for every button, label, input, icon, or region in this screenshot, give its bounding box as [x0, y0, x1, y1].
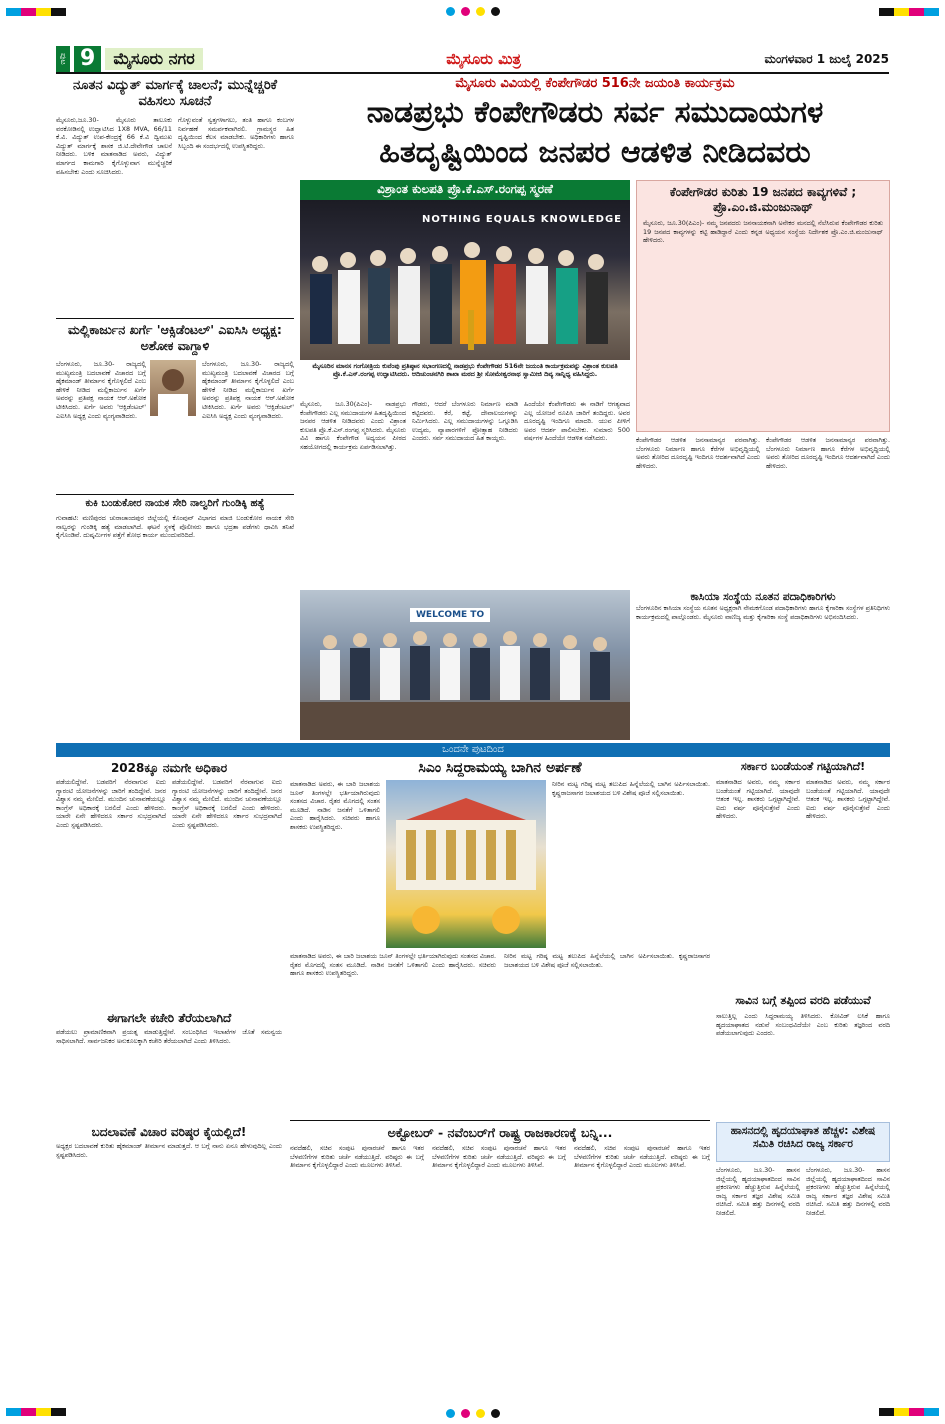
- color-bar-top-right: [879, 8, 939, 16]
- divider: [56, 318, 294, 319]
- side-story-box: [636, 180, 890, 432]
- registration-marks-bottom: [0, 1406, 945, 1420]
- c4-body-right: ನೀರಿನ ಮಟ್ಟ ಗರಿಷ್ಠ ಮಟ್ಟ ತಲುಪಿದ ಹಿನ್ನೆಲೆಯಲ್ಲಿ ಬಾಗಿನ ಅರ್ಪಿಸಲಾಯಿತು. ಕೃಷ್ಣರಾಜಸಾಗರ ಜಲಾಶಯದ ಬಳಿ ವಿಶೇಷ ಪೂಜೆ ಸಲ್ಲಿಸಲಾಯಿತು.: [552, 780, 710, 797]
- lead-body-col1: ಮೈಸೂರು, ಜೂ.30(ಪಿಎಂ)- ನಾಡಪ್ರಭು ಕೆಂಪೇಗೌಡರು ಎಲ್ಲ ಸಮುದಾಯಗಳ ಹಿತದೃಷ್ಟಿಯಿಂದ ಜನಪರ ಆಡಳಿತ ನೀಡಿದವರು ಎಂದು ವಿಶ್ರಾಂತ ಕುಲಪತಿ ಪ್ರೊ.ಕೆ.ಎಸ್.ರಂಗಪ್ಪ ಸ್ಮರಿಸಿದರು. ಮೈಸೂರು ವಿವಿ ಹಾಗೂ ಕೆಂಪೇಗೌಡ ಅಧ್ಯಯನ ಪೀಠದ ಸಹಯೋಗದಲ್ಲಿ ಕಾರ್ಯಕ್ರಮ ಏರ್ಪಡಿಸಲಾಗಿತ್ತು.: [300, 400, 406, 451]
- crowd-illustration: [300, 200, 630, 360]
- side-story-body: ಮೈಸೂರು, ಜೂ.30(ಪಿಎಂ)- ನಮ್ಮ ಜನಪದರು ಜನನಾಯಕನಾಗಿ ಅನೇಕರ ಮನದಲ್ಲಿ ನೆಲೆಸಿರುವ ಕೆಂಪೇಗೌಡರ ಕುರಿತು 19 ಜನಪದ ಕಾವ್ಯಗಳನ್ನು ಕಟ್ಟಿ ಹಾಡಿದ್ದಾರೆ ಎಂದು ಕನ್ನಡ ಅಧ್ಯಯನ ಸಂಸ್ಥೆಯ ನಿರ್ದೇಶಕ ಪ್ರೊ.ಎಂ.ಜಿ.ಮಂಜುನಾಥ್ ಹೇಳಿದರು.: [643, 219, 883, 245]
- story-body: ಬೆಂಗಳೂರು, ಜೂ.30- ರಾಜ್ಯದಲ್ಲಿ ಮುಖ್ಯಮಂತ್ರಿ ಬದಲಾವಣೆ ವಿಚಾರದ ಬಗ್ಗೆ ಹೈಕಮಾಂಡ್ ತೀರ್ಮಾನ ಕೈಗೊಳ್ಳಲಿದೆ ಎಂಬ ಹೇಳಿಕೆ ನೀಡಿದ ಮಲ್ಲಿಕಾರ್ಜುನ ಖರ್ಗೆ ಅವರನ್ನು ಪ್ರತಿಪಕ್ಷ ನಾಯಕ ಆರ್.ಅಶೋಕ ಟೀಕಿಸಿದರು. ಖರ್ಗೆ ಅವರು 'ಆಕ್ಸಿಡೆಂಟಲ್' ಎಐಸಿಸಿ ಅಧ್ಯಕ್ಷ ಎಂದು ವ್ಯಂಗ್ಯವಾಡಿದರು.: [56, 360, 146, 420]
- color-bar-top-left: [6, 8, 66, 16]
- lead-photo-caption: ಮೈಸೂರಿನ ಮಾನಸ ಗಂಗೋತ್ರಿಯ ಕುವೆಂಪು ಪ್ರತಿಷ್ಠಾನ ಸಭಾಂಗಣದಲ್ಲಿ ನಾಡಪ್ರಭು ಕೆಂಪೇಗೌಡರ 516ನೇ ಜಯಂತಿ ಕಾರ್ಯಕ್ರಮವನ್ನು ವಿಶ್ರಾಂತ ಕುಲಪತಿ ಪ್ರೊ.ಕೆ.ಎಸ್.ರಂಗಪ್ಪ ಉದ್ಘಾಟಿಸಿದರು. ಆದಿಚುಂಚನಗಿರಿ ಶಾಖಾ ಮಠದ ಶ್ರೀ ಸೋಮೇಶ್ವರನಾಥ ಸ್ವಾಮೀಜಿ ದಿವ್ಯ ಸಾನ್ನಿಧ್ಯ ವಹಿಸಿದ್ದರು.: [312, 362, 618, 379]
- c5-body-col2: ನವದೆಹಲಿ, ಸಚಿವ ಸಂಪುಟ ಪುನಾರಚನೆ ಹಾಗೂ ಇತರ ಬೆಳವಣಿಗೆಗಳ ಕುರಿತು ಚರ್ಚೆ ನಡೆಯುತ್ತಿದೆ. ವರಿಷ್ಠರು ಈ ಬಗ್ಗೆ ತೀರ್ಮಾನ ಕೈಗೊಳ್ಳಲಿದ್ದಾರೆ ಎಂದು ಮೂಲಗಳು ತಿಳಿಸಿವೆ.: [432, 1144, 566, 1170]
- page-number: 9: [74, 46, 101, 72]
- black-dot: [491, 7, 500, 16]
- issue-date: ಮಂಗಳವಾರ 1 ಜುಲೈ 2025: [764, 51, 889, 66]
- side-story-continued: ಕೆಂಪೇಗೌಡರ ಆಡಳಿತ ಜನಸಾಮಾನ್ಯರ ಪರವಾಗಿತ್ತು. ಬೆಂಗಳೂರು ನಿರ್ಮಾಣ ಹಾಗೂ ಕೆರೆಗಳ ಅಭಿವೃದ್ಧಿಯಲ್ಲಿ ಅವರು ತೋರಿದ ದೂರದೃಷ್ಟಿ ಇಂದಿಗೂ ಆದರ್ಶವಾಗಿದೆ ಎಂದು ಹೇಳಿದರು.: [636, 436, 760, 470]
- divider: [56, 494, 294, 495]
- lead-event-photo: [300, 200, 630, 360]
- c1-body-continued: ಪಡೆಯಲಿದ್ದೇವೆ. ಬಡವರಿಗೆ ನೆರವಾಗುವ ಐದು ಗ್ಯಾರಂಟಿ ಯೋಜನೆಗಳನ್ನು ಜಾರಿಗೆ ತಂದಿದ್ದೇವೆ. ಜನರ ವಿಶ್ವಾಸ ನಮ್ಮ ಮೇಲಿದೆ. ಮುಂದಿನ ಚುನಾವಣೆಯಲ್ಲೂ ಕಾಂಗ್ರೆಸ್ ಅಧಿಕಾರಕ್ಕೆ ಬರಲಿದೆ ಎಂದು ಹೇಳಿದರು. ಯಾರೇ ಏನೇ ಹೇಳಿದರೂ ಸರ್ಕಾರ ಸುಭದ್ರವಾಗಿದೆ ಎಂದು ಸ್ಪಷ್ಟಪಡಿಸಿದರು.: [172, 778, 282, 829]
- newspaper-name: ಮೈಸೂರು ಮಿತ್ರ: [446, 50, 522, 68]
- c3-body: ಅಧ್ಯಕ್ಷರ ಬದಲಾವಣೆ ಕುರಿತು ಹೈಕಮಾಂಡ್ ತೀರ್ಮಾನ ಮಾಡುತ್ತದೆ. ಆ ಬಗ್ಗೆ ನಾನು ಏನೂ ಹೇಳುವುದಿಲ್ಲ ಎಂದು ಸ್ಪಷ್ಟಪಡಿಸಿದರು.: [56, 1142, 282, 1159]
- kassia-story: [636, 590, 890, 740]
- masthead: [56, 46, 889, 74]
- kassia-body: ಬೆಂಗಳೂರಿನ ಕಾಸಿಯಾ ಸಂಸ್ಥೆಯ ನೂತನ ಅಧ್ಯಕ್ಷರಾಗಿ ನೇಮಕಗೊಂಡ ಪದಾಧಿಕಾರಿಗಳು ಹಾಗೂ ಕೈಗಾರಿಕಾ ಸಂಸ್ಥೆಗಳ ಪ್ರತಿನಿಧಿಗಳು ಕಾರ್ಯಕ್ರಮದಲ್ಲಿ ಪಾಲ್ಗೊಂಡರು. ಮೈಸೂರು ವಾಣಿಜ್ಯ ಮತ್ತು ಕೈಗಾರಿಕಾ ಸಂಸ್ಥೆ ಪದಾಧಿಕಾರಿಗಳು ಅಭಿನಂದಿಸಿದರು.: [636, 604, 890, 621]
- c1-headline: 2028ಕ್ಕೂ ನಮಗೇ ಅಧಿಕಾರ: [110, 761, 228, 775]
- story-body: ಗೊಳ್ಳುವಂತೆ ಸ್ವತ್ತಗಳಾಗಲು, ತಂತಿ ಹಾಗೂ ಕಂಬಗಳ ನಿರ್ವಹಣೆ ಸಮರ್ಪಕವಾಗಿರಲಿ. ಗ್ರಾಮಸ್ಥರ ಹಿತ ದೃಷ್ಟಿಯಿಂದ ಕೆಲಸ ಮಾಡಬೇಕು. ಅಧಿಕಾರಿಗಳು ಹಾಗೂ ಸಿಬ್ಬಂದಿ ಈ ಸಂದರ್ಭದಲ್ಲಿ ಉಪಸ್ಥಿತರಿದ್ದರು.: [178, 116, 294, 150]
- story-power-line: [56, 78, 294, 110]
- cyan-dot: [446, 1409, 455, 1418]
- portrait-icon: [150, 360, 196, 416]
- c6-headline: ಸರ್ಕಾರ ಬಂಡೆಯಂತೆ ಗಟ್ಟಿಯಾಗಿದೆ!: [740, 760, 866, 773]
- c6-body: ಮಾತನಾಡಿದ ಅವರು, ನಮ್ಮ ಸರ್ಕಾರ ಬಂಡೆಯಂತೆ ಗಟ್ಟಿಯಾಗಿದೆ. ಯಾವುದೇ ಆತಂಕ ಇಲ್ಲ. ಶಾಸಕರು ಒಗ್ಗಟ್ಟಾಗಿದ್ದೇವೆ. ಐದು ವರ್ಷ ಪೂರೈಸುತ್ತೇವೆ ಎಂದು ಹೇಳಿದರು.: [716, 778, 800, 821]
- continued-from-page-one: ಒಂದನೇ ಪುಟದಿಂದ: [56, 743, 890, 757]
- c5-headline: ಅಕ್ಟೋಬರ್ - ನವೆಂಬರ್‌ಗೆ ರಾಷ್ಟ್ರ ರಾಜಕಾರಣಕ್ಕೆ ಬನ್ನಿ...: [387, 1125, 613, 1140]
- story-body-continued: ಬೆಂಗಳೂರು, ಜೂ.30- ರಾಜ್ಯದಲ್ಲಿ ಮುಖ್ಯಮಂತ್ರಿ ಬದಲಾವಣೆ ವಿಚಾರದ ಬಗ್ಗೆ ಹೈಕಮಾಂಡ್ ತೀರ್ಮಾನ ಕೈಗೊಳ್ಳಲಿದೆ ಎಂಬ ಹೇಳಿಕೆ ನೀಡಿದ ಮಲ್ಲಿಕಾರ್ಜುನ ಖರ್ಗೆ ಅವರನ್ನು ಪ್ರತಿಪಕ್ಷ ನಾಯಕ ಆರ್.ಅಶೋಕ ಟೀಕಿಸಿದರು. ಖರ್ಗೆ ಅವರು 'ಆಕ್ಸಿಡೆಂಟಲ್' ಎಐಸಿಸಿ ಅಧ್ಯಕ್ಷ ಎಂದು ವ್ಯಂಗ್ಯವಾಡಿದರು.: [202, 360, 294, 420]
- dam-photo: [386, 780, 546, 948]
- c4-headline: ಸಿಎಂ ಸಿದ್ದರಾಮಯ್ಯ ಬಾಗಿನ ಅರ್ಪಣೆ: [418, 760, 582, 776]
- c1-body: ಪಡೆಯಲಿದ್ದೇವೆ. ಬಡವರಿಗೆ ನೆರವಾಗುವ ಐದು ಗ್ಯಾರಂಟಿ ಯೋಜನೆಗಳನ್ನು ಜಾರಿಗೆ ತಂದಿದ್ದೇವೆ. ಜನರ ವಿಶ್ವಾಸ ನಮ್ಮ ಮೇಲಿದೆ. ಮುಂದಿನ ಚುನಾವಣೆಯಲ್ಲೂ ಕಾಂಗ್ರೆಸ್ ಅಧಿಕಾರಕ್ಕೆ ಬರಲಿದೆ ಎಂದು ಹೇಳಿದರು. ಯಾರೇ ಏನೇ ಹೇಳಿದರೂ ಸರ್ಕಾರ ಸುಭದ್ರವಾಗಿದೆ ಎಂದು ಸ್ಪಷ್ಟಪಡಿಸಿದರು.: [56, 778, 166, 829]
- yellow-dot: [476, 1409, 485, 1418]
- side-story-headline: ಕೆಂಪೇಗೌಡರ ಕುರಿತು 19 ಜನಪದ ಕಾವ್ಯಗಳಿವೆ ; ಪ್ರೊ.ಎಂ.ಜಿ.ಮಂಜುನಾಥ್: [669, 185, 857, 214]
- c2-body: ಪಡೆಯಲು ಪ್ರಾಮಾಣಿಕವಾಗಿ ಪ್ರಯತ್ನ ಮಾಡುತ್ತಿದ್ದೇವೆ. ಸಂಬಂಧಿಸಿದ ಇಲಾಖೆಗಳ ಜೊತೆ ಸಮನ್ವಯ ಸಾಧಿಸಲಾಗಿದೆ. ಸಾರ್ವಜನಿಕರ ಅನುಕೂಲಕ್ಕಾಗಿ ಕಚೇರಿ ತೆರೆಯಲಾಗಿದೆ ಎಂದು ತಿಳಿಸಿದರು.: [56, 1028, 282, 1045]
- story-headline: ನೂತನ ವಿದ್ಯುತ್ ಮಾರ್ಗಕ್ಕೆ ಚಾಲನೆ; ಮುನ್ನೆಚ್ಚರಿಕೆ ವಹಿಸಲು ಸೂಚನೆ: [72, 78, 278, 109]
- story-body: ಮೈಸೂರು,ಜೂ.30- ಮೈಸೂರು ತಾಲೂಕು ವರಕೋಡಿನಲ್ಲಿ ಉದ್ಘಾಟಿಸಿದ 1X8 MVA, 66/11 ಕೆ.ವಿ. ವಿದ್ಯುತ್ ಉಪ-ಕೇಂದ್ರಕ್ಕೆ 66 ಕೆ.ವಿ ದ್ವಿಮುಖ ವಿದ್ಯುತ್ ಮಾರ್ಗಕ್ಕೆ ಶಾಸಕ ಜಿ.ಟಿ.ದೇವೇಗೌಡ ಚಾಲನೆ ನೀಡಿದರು. ಬಳಿಕ ಮಾತನಾಡಿದ ಅವರು, ವಿದ್ಯುತ್ ಮಾರ್ಗದ ಕಾಮಗಾರಿ ಕೈಗೊಳ್ಳುವಾಗ ಮುನ್ನೆಚ್ಚರಿಕೆ ವಹಿಸಬೇಕು ಎಂದು ಸೂಚಿಸಿದರು.: [56, 116, 172, 176]
- story-body: ಗುವಾಹಟಿ: ಮಣಿಪುರದ ಚುರಾಚಾಂದಪುರ ಜಿಲ್ಲೆಯಲ್ಲಿ ಕೊಂಪುವ್ ವಿಭಾಗದ ಮಾಜಿ ಬಂಡುಕೋರ ನಾಯಕ ಸೇರಿ ನಾಲ್ವರನ್ನು ಗುಂಡಿಕ್ಕಿ ಹತ್ಯೆ ಮಾಡಲಾಗಿದೆ. ಘಟನೆ ಸ್ಥಳಕ್ಕೆ ಪೊಲೀಸರು ಹಾಗೂ ಭದ್ರತಾ ಪಡೆಗಳು ಧಾವಿಸಿ ತನಿಖೆ ಕೈಗೊಂಡಿವೆ. ದುಷ್ಕರ್ಮಿಗಳ ಪತ್ತೆಗೆ ಶೋಧ ಕಾರ್ಯ ಮುಂದುವರಿದಿದೆ.: [56, 514, 294, 540]
- c6-body-continued: ಮಾತನಾಡಿದ ಅವರು, ನಮ್ಮ ಸರ್ಕಾರ ಬಂಡೆಯಂತೆ ಗಟ್ಟಿಯಾಗಿದೆ. ಯಾವುದೇ ಆತಂಕ ಇಲ್ಲ. ಶಾಸಕರು ಒಗ್ಗಟ್ಟಾಗಿದ್ದೇವೆ. ಐದು ವರ್ಷ ಪೂರೈಸುತ್ತೇವೆ ಎಂದು ಹೇಳಿದರು.: [806, 778, 890, 821]
- page-number-block: [56, 46, 203, 72]
- c8-headline-box: [716, 1122, 890, 1162]
- c8-headline: ಹಾಸನದಲ್ಲಿ ಹೃದಯಾಘಾತ ಹೆಚ್ಚಳ: ವಿಶೇಷ ಸಮಿತಿ ರಚಿಸಿದ ರಾಜ್ಯ ಸರ್ಕಾರ: [730, 1125, 876, 1150]
- photo-title-bar: ವಿಶ್ರಾಂತ ಕುಲಪತಿ ಪ್ರೊ.ಕೆ.ಎಸ್.ರಂಗಪ್ಪ ಸ್ಮರಣೆ: [300, 180, 630, 200]
- lead-body-col2: ಗೌಡರು, ಆದರೆ ಬೆಂಗಳೂರು ನಿರ್ಮಾಣ ಮಾಡಿ ಕಟ್ಟಿದವರು. ಕೆರೆ, ಕಟ್ಟೆ, ದೇವಾಲಯಗಳನ್ನು ನಿರ್ಮಿಸಿದರು. ಎಲ್ಲ ಸಮುದಾಯಗಳನ್ನು ಒಗ್ಗೂಡಿಸಿ ಉದ್ಯಮ, ವ್ಯಾಪಾರಗಳಿಗೆ ಪ್ರೋತ್ಸಾಹ ನೀಡಿದರು ಎಂದರು. ಸರ್ವ ಸಮುದಾಯದ ಹಿತ ಕಾಯ್ದರು.: [412, 400, 518, 443]
- kassia-banner: WELCOME TO: [410, 608, 490, 622]
- politician-photo: [150, 360, 196, 416]
- c4-body-bottom-right: ನೀರಿನ ಮಟ್ಟ ಗರಿಷ್ಠ ಮಟ್ಟ ತಲುಪಿದ ಹಿನ್ನೆಲೆಯಲ್ಲಿ ಬಾಗಿನ ಅರ್ಪಿಸಲಾಯಿತು. ಕೃಷ್ಣರಾಜಸಾಗರ ಜಲಾಶಯದ ಬಳಿ ವಿಶೇಷ ಪೂಜೆ ಸಲ್ಲಿಸಲಾಯಿತು.: [504, 952, 710, 969]
- page-label: ಪುಟ: [56, 46, 70, 72]
- registration-marks-top: [0, 4, 945, 18]
- lead-body-col3: ಹಿಂದೆಯೇ ಕೆಂಪೇಗೌಡರು ಈ ನಾಡಿಗೆ ಆಗತ್ಯವಾದ ಎಲ್ಲ ಯೋಜನೆ ರೂಪಿಸಿ ಜಾರಿಗೆ ತಂದಿದ್ದರು. ಅವರ ದೂರದೃಷ್ಟಿ ಇಂದಿಗೂ ಮಾದರಿ. ಯುವ ಪೀಳಿಗೆ ಅವರ ಆದರ್ಶ ಪಾಲಿಸಬೇಕು. ಸುಮಾರು 500 ವರ್ಷಗಳ ಹಿಂದೆಯೇ ಆಡಳಿತ ನಡೆಸಿದರು.: [524, 400, 630, 443]
- color-bar-bottom-left: [6, 1408, 66, 1416]
- magenta-dot: [461, 1409, 470, 1418]
- dam-illustration: [386, 780, 546, 948]
- c7-body: ಸಾಲುತ್ತಿಲ್ಲ ಎಂದು ಸಿದ್ದರಾಮಯ್ಯ ತಿಳಿಸಿದರು. ಕೋವಿಡ್ ಲಸಿಕೆ ಹಾಗೂ ಹೃದಯಾಘಾತದ ನಡುವೆ ಸಂಬಂಧವಿದೆಯೇ ಎಂಬ ಕುರಿತು ತಜ್ಞರಿಂದ ವರದಿ ಪಡೆಯಲಾಗುವುದು ಎಂದರು.: [716, 1012, 890, 1038]
- section-name: ಮೈಸೂರು ನಗರ: [105, 48, 202, 70]
- c4-body-bottom: ಮಾತನಾಡಿದ ಅವರು, ಈ ಬಾರಿ ಜಲಾಶಯ ಜೂನ್ ತಿಂಗಳಲ್ಲೇ ಭರ್ತಿಯಾಗಿರುವುದು ಸಂತಸದ ವಿಚಾರ. ರೈತರ ಮೊಗದಲ್ಲಿ ಸಂತಸ ಮೂಡಿದೆ. ನಾಡಿನ ಜನತೆಗೆ ಒಳಿತಾಗಲಿ ಎಂದು ಹಾರೈಸಿದರು. ಸಚಿವರು ಹಾಗೂ ಶಾಸಕರು ಉಪಸ್ಥಿತರಿದ್ದರು.: [290, 952, 496, 978]
- yellow-dot: [476, 7, 485, 16]
- cyan-dot: [446, 7, 455, 16]
- group-illustration: [300, 590, 630, 740]
- story-kharge: [56, 322, 294, 354]
- photo-banner-text: NOTHING EQUALS KNOWLEDGE: [422, 214, 622, 225]
- divider: [290, 1120, 710, 1121]
- story-headline: ಮಲ್ಲಿಕಾರ್ಜುನ ಖರ್ಗೆ 'ಆಕ್ಸಿಡೆಂಟಲ್' ಎಐಸಿಸಿ ಅಧ್ಯಕ್ಷ: ಅಶೋಕ ವಾಗ್ದಾಳಿ: [68, 322, 282, 353]
- lead-headline-line2: ಹಿತದೃಷ್ಟಿಯಿಂದ ಜನಪರ ಆಡಳಿತ ನೀಡಿದವರು: [379, 135, 811, 170]
- black-dot: [491, 1409, 500, 1418]
- kassia-event-photo: [300, 590, 630, 740]
- c8-body-continued: ಬೆಂಗಳೂರು, ಜೂ.30- ಹಾಸನ ಜಿಲ್ಲೆಯಲ್ಲಿ ಹೃದಯಾಘಾತದಿಂದ ಸಾವಿನ ಪ್ರಕರಣಗಳು ಹೆಚ್ಚುತ್ತಿರುವ ಹಿನ್ನೆಲೆಯಲ್ಲಿ ರಾಜ್ಯ ಸರ್ಕಾರ ತಜ್ಞರ ವಿಶೇಷ ಸಮಿತಿ ರಚಿಸಿದೆ. ಸಮಿತಿ ಹತ್ತು ದಿನಗಳಲ್ಲಿ ವರದಿ ನೀಡಲಿದೆ.: [806, 1166, 890, 1217]
- kassia-headline: ಕಾಸಿಯಾ ಸಂಸ್ಥೆಯ ನೂತನ ಪದಾಧಿಕಾರಿಗಳು: [690, 591, 836, 603]
- color-bar-bottom-right: [879, 1408, 939, 1416]
- c7-headline: ಸಾವಿನ ಬಗ್ಗೆ ತಪ್ಪಿಂದ ವರದಿ ಪಡೆಯುವೆ: [735, 994, 871, 1007]
- c8-body: ಬೆಂಗಳೂರು, ಜೂ.30- ಹಾಸನ ಜಿಲ್ಲೆಯಲ್ಲಿ ಹೃದಯಾಘಾತದಿಂದ ಸಾವಿನ ಪ್ರಕರಣಗಳು ಹೆಚ್ಚುತ್ತಿರುವ ಹಿನ್ನೆಲೆಯಲ್ಲಿ ರಾಜ್ಯ ಸರ್ಕಾರ ತಜ್ಞರ ವಿಶೇಷ ಸಮಿತಿ ರಚಿಸಿದೆ. ಸಮಿತಿ ಹತ್ತು ದಿನಗಳಲ್ಲಿ ವರದಿ ನೀಡಲಿದೆ.: [716, 1166, 800, 1217]
- story-headline: ಕುಕಿ ಬಂಡುಕೋರ ನಾಯಕ ಸೇರಿ ನಾಲ್ವರಿಗೆ ಗುಂಡಿಕ್ಕಿ ಹತ್ಯೆ: [85, 498, 265, 509]
- magenta-dot: [461, 7, 470, 16]
- lead-strap: ಮೈಸೂರು ವಿವಿಯಲ್ಲಿ ಕೆಂಪೇಗೌಡರ 516ನೇ ಜಯಂತಿ ಕಾರ್ಯಕ್ರಮ: [455, 76, 735, 91]
- story-manipur: [56, 497, 294, 510]
- c2-headline: ಈಗಾಗಲೇ ಕಚೇರಿ ತೆರೆಯಲಾಗಿದೆ: [106, 1011, 232, 1025]
- side-story-continued: ಕೆಂಪೇಗೌಡರ ಆಡಳಿತ ಜನಸಾಮಾನ್ಯರ ಪರವಾಗಿತ್ತು. ಬೆಂಗಳೂರು ನಿರ್ಮಾಣ ಹಾಗೂ ಕೆರೆಗಳ ಅಭಿವೃದ್ಧಿಯಲ್ಲಿ ಅವರು ತೋರಿದ ದೂರದೃಷ್ಟಿ ಇಂದಿಗೂ ಆದರ್ಶವಾಗಿದೆ ಎಂದು ಹೇಳಿದರು.: [766, 436, 890, 470]
- lead-headline-line1: ನಾಡಪ್ರಭು ಕೆಂಪೇಗೌಡರು ಸರ್ವ ಸಮುದಾಯಗಳ: [366, 95, 824, 130]
- c5-body-col3: ನವದೆಹಲಿ, ಸಚಿವ ಸಂಪುಟ ಪುನಾರಚನೆ ಹಾಗೂ ಇತರ ಬೆಳವಣಿಗೆಗಳ ಕುರಿತು ಚರ್ಚೆ ನಡೆಯುತ್ತಿದೆ. ವರಿಷ್ಠರು ಈ ಬಗ್ಗೆ ತೀರ್ಮಾನ ಕೈಗೊಳ್ಳಲಿದ್ದಾರೆ ಎಂದು ಮೂಲಗಳು ತಿಳಿಸಿವೆ.: [574, 1144, 710, 1170]
- c5-body: ನವದೆಹಲಿ, ಸಚಿವ ಸಂಪುಟ ಪುನಾರಚನೆ ಹಾಗೂ ಇತರ ಬೆಳವಣಿಗೆಗಳ ಕುರಿತು ಚರ್ಚೆ ನಡೆಯುತ್ತಿದೆ. ವರಿಷ್ಠರು ಈ ಬಗ್ಗೆ ತೀರ್ಮಾನ ಕೈಗೊಳ್ಳಲಿದ್ದಾರೆ ಎಂದು ಮೂಲಗಳು ತಿಳಿಸಿವೆ.: [290, 1144, 424, 1170]
- c4-body: ಮಾತನಾಡಿದ ಅವರು, ಈ ಬಾರಿ ಜಲಾಶಯ ಜೂನ್ ತಿಂಗಳಲ್ಲೇ ಭರ್ತಿಯಾಗಿರುವುದು ಸಂತಸದ ವಿಚಾರ. ರೈತರ ಮೊಗದಲ್ಲಿ ಸಂತಸ ಮೂಡಿದೆ. ನಾಡಿನ ಜನತೆಗೆ ಒಳಿತಾಗಲಿ ಎಂದು ಹಾರೈಸಿದರು. ಸಚಿವರು ಹಾಗೂ ಶಾಸಕರು ಉಪಸ್ಥಿತರಿದ್ದರು.: [290, 780, 380, 831]
- c3-headline: ಬದಲಾವಣೆ ವಿಚಾರ ವರಿಷ್ಠರ ಕೈಯಲ್ಲಿದೆ!: [91, 1125, 247, 1139]
